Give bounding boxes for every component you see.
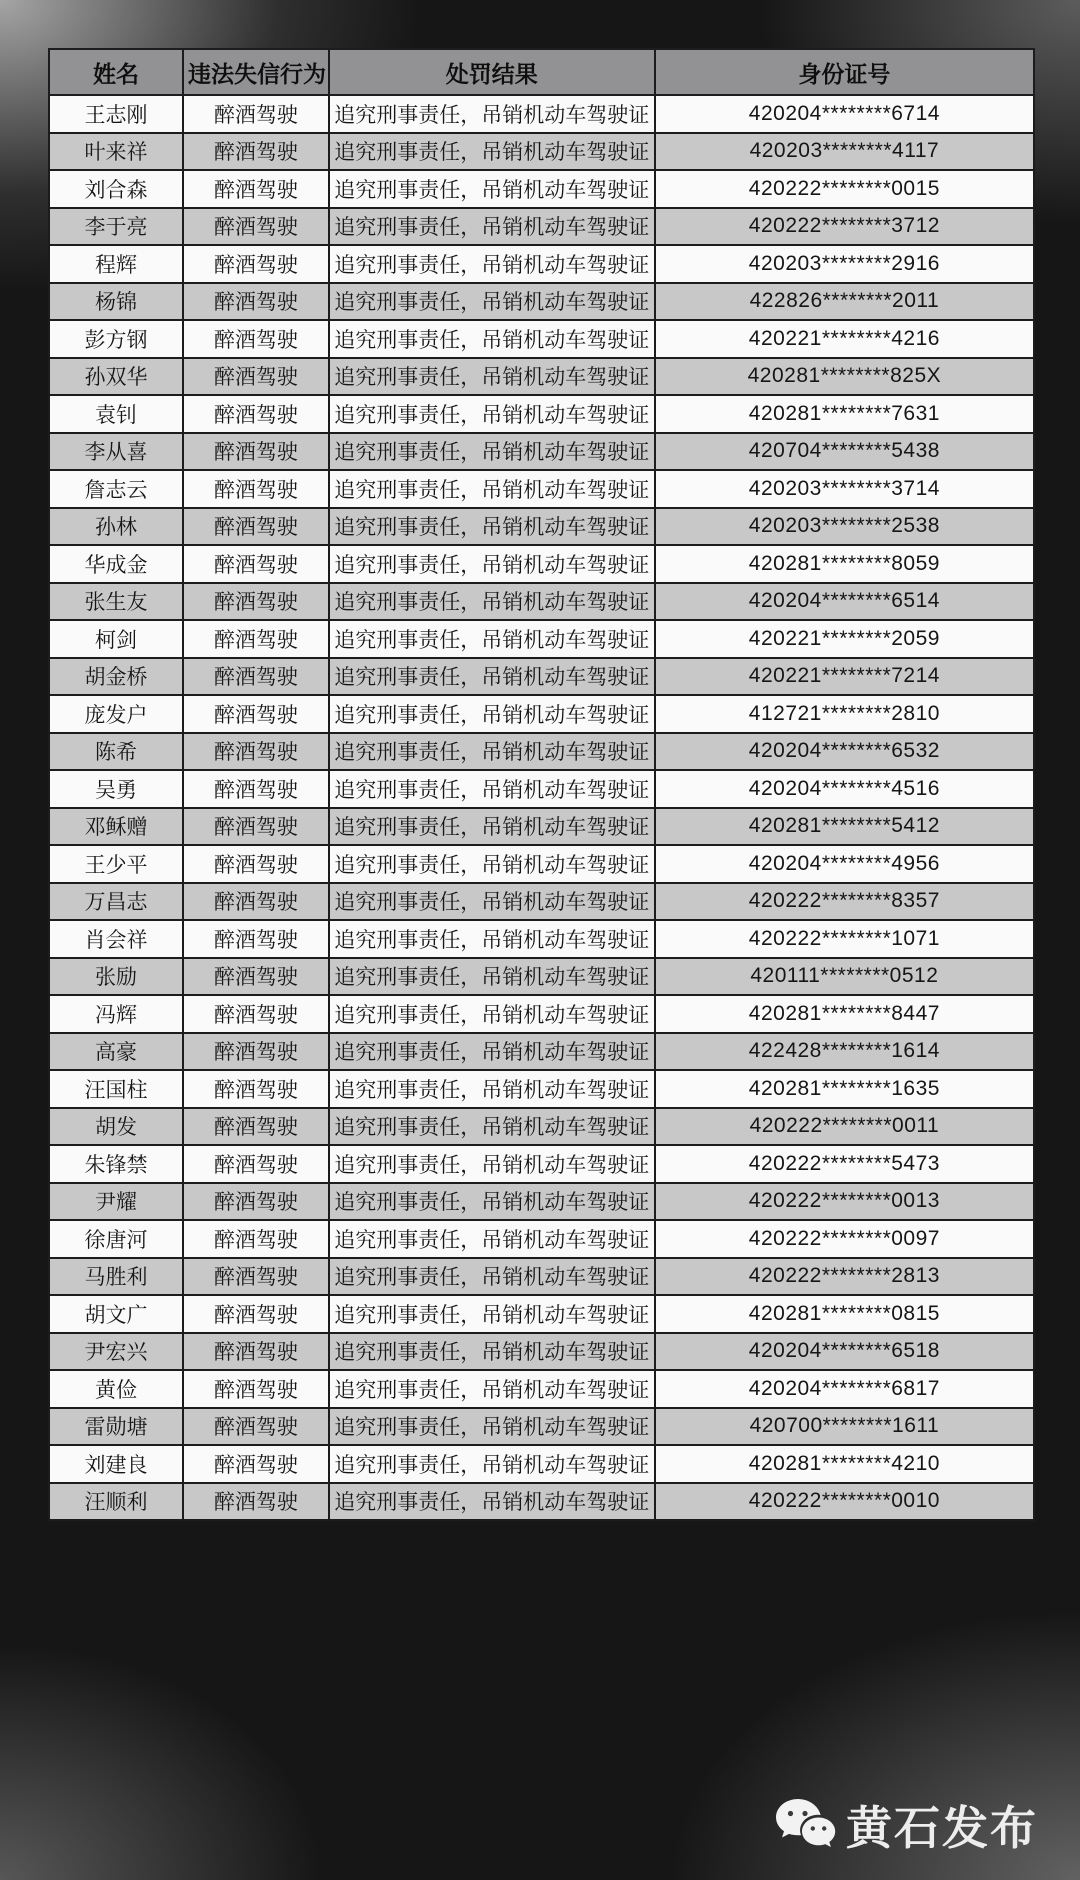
cell-id-number: 420281********825X bbox=[655, 358, 1034, 396]
cell-punishment: 追究刑事责任，吊销机动车驾驶证 bbox=[329, 545, 655, 583]
cell-punishment: 追究刑事责任，吊销机动车驾驶证 bbox=[329, 1258, 655, 1296]
table-row bbox=[49, 208, 1034, 246]
table-row bbox=[49, 283, 1034, 321]
cell-name: 王志刚 bbox=[49, 95, 183, 133]
table-row bbox=[49, 1370, 1034, 1408]
cell-name: 胡文广 bbox=[49, 1295, 183, 1333]
table-row bbox=[49, 1333, 1034, 1371]
cell-name: 肖会祥 bbox=[49, 920, 183, 958]
cell-id-number: 420221********7214 bbox=[655, 658, 1034, 696]
table-row bbox=[49, 1295, 1034, 1333]
cell-name: 雷勋塘 bbox=[49, 1408, 183, 1446]
table-row bbox=[49, 920, 1034, 958]
cell-behavior: 醉酒驾驶 bbox=[183, 808, 329, 846]
cell-name: 华成金 bbox=[49, 545, 183, 583]
cell-punishment: 追究刑事责任，吊销机动车驾驶证 bbox=[329, 208, 655, 246]
cell-behavior: 醉酒驾驶 bbox=[183, 658, 329, 696]
cell-punishment: 追究刑事责任，吊销机动车驾驶证 bbox=[329, 1408, 655, 1446]
table-row bbox=[49, 170, 1034, 208]
cell-behavior: 醉酒驾驶 bbox=[183, 1183, 329, 1221]
cell-behavior: 醉酒驾驶 bbox=[183, 1108, 329, 1146]
table-row bbox=[49, 583, 1034, 621]
table-row bbox=[49, 1033, 1034, 1071]
cell-id-number: 420204********6514 bbox=[655, 583, 1034, 621]
cell-id-number: 420203********4117 bbox=[655, 133, 1034, 171]
table-row bbox=[49, 433, 1034, 471]
cell-name: 李于亮 bbox=[49, 208, 183, 246]
header-name: 姓名 bbox=[49, 49, 183, 95]
cell-id-number: 420204********6817 bbox=[655, 1370, 1034, 1408]
cell-id-number: 420221********4216 bbox=[655, 320, 1034, 358]
cell-behavior: 醉酒驾驶 bbox=[183, 1333, 329, 1371]
header-punishment: 处罚结果 bbox=[329, 49, 655, 95]
wechat-icon bbox=[774, 1797, 836, 1853]
cell-behavior: 醉酒驾驶 bbox=[183, 1445, 329, 1483]
cell-behavior: 醉酒驾驶 bbox=[183, 95, 329, 133]
cell-punishment: 追究刑事责任，吊销机动车驾驶证 bbox=[329, 245, 655, 283]
cell-punishment: 追究刑事责任，吊销机动车驾驶证 bbox=[329, 620, 655, 658]
cell-punishment: 追究刑事责任，吊销机动车驾驶证 bbox=[329, 770, 655, 808]
table-row bbox=[49, 1408, 1034, 1446]
cell-id-number: 420222********3712 bbox=[655, 208, 1034, 246]
cell-id-number: 420204********4516 bbox=[655, 770, 1034, 808]
cell-name: 邓稣赠 bbox=[49, 808, 183, 846]
watermark-label: 黄石发布 bbox=[846, 1802, 1038, 1854]
table-row bbox=[49, 995, 1034, 1033]
cell-name: 胡发 bbox=[49, 1108, 183, 1146]
cell-behavior: 醉酒驾驶 bbox=[183, 470, 329, 508]
cell-behavior: 醉酒驾驶 bbox=[183, 883, 329, 921]
cell-name: 王少平 bbox=[49, 845, 183, 883]
cell-behavior: 醉酒驾驶 bbox=[183, 1258, 329, 1296]
table-row bbox=[49, 1220, 1034, 1258]
punishment-table bbox=[48, 48, 1035, 1521]
cell-id-number: 412721********2810 bbox=[655, 695, 1034, 733]
cell-id-number: 420281********0815 bbox=[655, 1295, 1034, 1333]
cell-punishment: 追究刑事责任，吊销机动车驾驶证 bbox=[329, 1295, 655, 1333]
cell-punishment: 追究刑事责任，吊销机动车驾驶证 bbox=[329, 1183, 655, 1221]
table-row bbox=[49, 395, 1034, 433]
cell-name: 詹志云 bbox=[49, 470, 183, 508]
cell-punishment: 追究刑事责任，吊销机动车驾驶证 bbox=[329, 320, 655, 358]
cell-name: 李从喜 bbox=[49, 433, 183, 471]
cell-id-number: 420704********5438 bbox=[655, 433, 1034, 471]
cell-name: 张励 bbox=[49, 958, 183, 996]
cell-id-number: 420204********6518 bbox=[655, 1333, 1034, 1371]
table-row bbox=[49, 658, 1034, 696]
cell-punishment: 追究刑事责任，吊销机动车驾驶证 bbox=[329, 883, 655, 921]
cell-name: 柯剑 bbox=[49, 620, 183, 658]
cell-behavior: 醉酒驾驶 bbox=[183, 508, 329, 546]
cell-behavior: 醉酒驾驶 bbox=[183, 1070, 329, 1108]
cell-punishment: 追究刑事责任，吊销机动车驾驶证 bbox=[329, 95, 655, 133]
cell-punishment: 追究刑事责任，吊销机动车驾驶证 bbox=[329, 658, 655, 696]
cell-id-number: 420111********0512 bbox=[655, 958, 1034, 996]
table-row bbox=[49, 620, 1034, 658]
cell-id-number: 420222********0010 bbox=[655, 1483, 1034, 1521]
table-row bbox=[49, 695, 1034, 733]
table-row bbox=[49, 133, 1034, 171]
cell-behavior: 醉酒驾驶 bbox=[183, 620, 329, 658]
cell-id-number: 420204********6714 bbox=[655, 95, 1034, 133]
cell-behavior: 醉酒驾驶 bbox=[183, 1145, 329, 1183]
table-row bbox=[49, 245, 1034, 283]
cell-id-number: 420222********0097 bbox=[655, 1220, 1034, 1258]
cell-name: 汪顺利 bbox=[49, 1483, 183, 1521]
cell-name: 程辉 bbox=[49, 245, 183, 283]
table-row bbox=[49, 770, 1034, 808]
table-row bbox=[49, 95, 1034, 133]
cell-punishment: 追究刑事责任，吊销机动车驾驶证 bbox=[329, 433, 655, 471]
table-row bbox=[49, 1445, 1034, 1483]
cell-name: 陈希 bbox=[49, 733, 183, 771]
cell-id-number: 420281********7631 bbox=[655, 395, 1034, 433]
cell-id-number: 420222********1071 bbox=[655, 920, 1034, 958]
cell-behavior: 醉酒驾驶 bbox=[183, 845, 329, 883]
cell-id-number: 420203********2916 bbox=[655, 245, 1034, 283]
cell-name: 刘建良 bbox=[49, 1445, 183, 1483]
cell-name: 刘合森 bbox=[49, 170, 183, 208]
table-row bbox=[49, 1483, 1034, 1521]
table-body bbox=[49, 95, 1034, 1520]
cell-name: 杨锦 bbox=[49, 283, 183, 321]
cell-punishment: 追究刑事责任，吊销机动车驾驶证 bbox=[329, 995, 655, 1033]
cell-name: 黄俭 bbox=[49, 1370, 183, 1408]
table-row bbox=[49, 1070, 1034, 1108]
header-behavior: 违法失信行为 bbox=[183, 49, 329, 95]
cell-name: 朱锋禁 bbox=[49, 1145, 183, 1183]
cell-punishment: 追究刑事责任，吊销机动车驾驶证 bbox=[329, 733, 655, 771]
cell-behavior: 醉酒驾驶 bbox=[183, 1370, 329, 1408]
cell-behavior: 醉酒驾驶 bbox=[183, 358, 329, 396]
cell-punishment: 追究刑事责任，吊销机动车驾驶证 bbox=[329, 845, 655, 883]
cell-id-number: 420222********2813 bbox=[655, 1258, 1034, 1296]
cell-punishment: 追究刑事责任，吊销机动车驾驶证 bbox=[329, 695, 655, 733]
cell-behavior: 醉酒驾驶 bbox=[183, 208, 329, 246]
cell-punishment: 追究刑事责任，吊销机动车驾驶证 bbox=[329, 508, 655, 546]
cell-behavior: 醉酒驾驶 bbox=[183, 133, 329, 171]
cell-punishment: 追究刑事责任，吊销机动车驾驶证 bbox=[329, 1483, 655, 1521]
cell-behavior: 醉酒驾驶 bbox=[183, 958, 329, 996]
cell-behavior: 醉酒驾驶 bbox=[183, 1033, 329, 1071]
cell-behavior: 醉酒驾驶 bbox=[183, 320, 329, 358]
cell-name: 张生友 bbox=[49, 583, 183, 621]
cell-id-number: 420222********0011 bbox=[655, 1108, 1034, 1146]
cell-name: 高豪 bbox=[49, 1033, 183, 1071]
cell-punishment: 追究刑事责任，吊销机动车驾驶证 bbox=[329, 1033, 655, 1071]
cell-behavior: 醉酒驾驶 bbox=[183, 995, 329, 1033]
cell-id-number: 420222********0013 bbox=[655, 1183, 1034, 1221]
cell-punishment: 追究刑事责任，吊销机动车驾驶证 bbox=[329, 958, 655, 996]
watermark bbox=[774, 1792, 1038, 1858]
cell-punishment: 追究刑事责任，吊销机动车驾驶证 bbox=[329, 1333, 655, 1371]
cell-name: 胡金桥 bbox=[49, 658, 183, 696]
cell-punishment: 追究刑事责任，吊销机动车驾驶证 bbox=[329, 583, 655, 621]
cell-behavior: 醉酒驾驶 bbox=[183, 1220, 329, 1258]
cell-punishment: 追究刑事责任，吊销机动车驾驶证 bbox=[329, 808, 655, 846]
cell-id-number: 420281********1635 bbox=[655, 1070, 1034, 1108]
cell-behavior: 醉酒驾驶 bbox=[183, 583, 329, 621]
cell-behavior: 醉酒驾驶 bbox=[183, 1483, 329, 1521]
cell-behavior: 醉酒驾驶 bbox=[183, 245, 329, 283]
cell-name: 万昌志 bbox=[49, 883, 183, 921]
cell-id-number: 422826********2011 bbox=[655, 283, 1034, 321]
cell-punishment: 追究刑事责任，吊销机动车驾驶证 bbox=[329, 1145, 655, 1183]
cell-punishment: 追究刑事责任，吊销机动车驾驶证 bbox=[329, 1370, 655, 1408]
cell-id-number: 420222********0015 bbox=[655, 170, 1034, 208]
table-row bbox=[49, 358, 1034, 396]
cell-id-number: 422428********1614 bbox=[655, 1033, 1034, 1071]
cell-punishment: 追究刑事责任，吊销机动车驾驶证 bbox=[329, 1108, 655, 1146]
cell-behavior: 醉酒驾驶 bbox=[183, 395, 329, 433]
cell-behavior: 醉酒驾驶 bbox=[183, 283, 329, 321]
cell-behavior: 醉酒驾驶 bbox=[183, 770, 329, 808]
cell-id-number: 420281********5412 bbox=[655, 808, 1034, 846]
cell-id-number: 420281********4210 bbox=[655, 1445, 1034, 1483]
cell-behavior: 醉酒驾驶 bbox=[183, 920, 329, 958]
table-row bbox=[49, 545, 1034, 583]
table-row bbox=[49, 1145, 1034, 1183]
table-row bbox=[49, 1258, 1034, 1296]
cell-name: 叶来祥 bbox=[49, 133, 183, 171]
cell-name: 冯辉 bbox=[49, 995, 183, 1033]
cell-behavior: 醉酒驾驶 bbox=[183, 1408, 329, 1446]
cell-id-number: 420281********8059 bbox=[655, 545, 1034, 583]
cell-punishment: 追究刑事责任，吊销机动车驾驶证 bbox=[329, 395, 655, 433]
cell-name: 马胜利 bbox=[49, 1258, 183, 1296]
table-header bbox=[49, 49, 1034, 95]
table-row bbox=[49, 1108, 1034, 1146]
cell-name: 徐唐河 bbox=[49, 1220, 183, 1258]
table-row bbox=[49, 733, 1034, 771]
punishment-table-wrap bbox=[48, 48, 1035, 1521]
cell-punishment: 追究刑事责任，吊销机动车驾驶证 bbox=[329, 1220, 655, 1258]
header-id-number: 身份证号 bbox=[655, 49, 1034, 95]
cell-name: 尹耀 bbox=[49, 1183, 183, 1221]
cell-id-number: 420221********2059 bbox=[655, 620, 1034, 658]
cell-punishment: 追究刑事责任，吊销机动车驾驶证 bbox=[329, 133, 655, 171]
cell-id-number: 420700********1611 bbox=[655, 1408, 1034, 1446]
cell-name: 孙双华 bbox=[49, 358, 183, 396]
cell-id-number: 420222********8357 bbox=[655, 883, 1034, 921]
cell-id-number: 420203********2538 bbox=[655, 508, 1034, 546]
cell-id-number: 420203********3714 bbox=[655, 470, 1034, 508]
cell-behavior: 醉酒驾驶 bbox=[183, 733, 329, 771]
cell-punishment: 追究刑事责任，吊销机动车驾驶证 bbox=[329, 358, 655, 396]
cell-punishment: 追究刑事责任，吊销机动车驾驶证 bbox=[329, 470, 655, 508]
cell-name: 袁钊 bbox=[49, 395, 183, 433]
table-row bbox=[49, 508, 1034, 546]
cell-punishment: 追究刑事责任，吊销机动车驾驶证 bbox=[329, 170, 655, 208]
table-row bbox=[49, 1183, 1034, 1221]
cell-punishment: 追究刑事责任，吊销机动车驾驶证 bbox=[329, 283, 655, 321]
table-row bbox=[49, 320, 1034, 358]
table-row bbox=[49, 958, 1034, 996]
cell-id-number: 420281********8447 bbox=[655, 995, 1034, 1033]
cell-behavior: 醉酒驾驶 bbox=[183, 545, 329, 583]
cell-punishment: 追究刑事责任，吊销机动车驾驶证 bbox=[329, 920, 655, 958]
cell-behavior: 醉酒驾驶 bbox=[183, 170, 329, 208]
cell-name: 汪国柱 bbox=[49, 1070, 183, 1108]
table-row bbox=[49, 845, 1034, 883]
cell-name: 孙林 bbox=[49, 508, 183, 546]
cell-name: 庞发户 bbox=[49, 695, 183, 733]
cell-punishment: 追究刑事责任，吊销机动车驾驶证 bbox=[329, 1070, 655, 1108]
table-row bbox=[49, 883, 1034, 921]
cell-behavior: 醉酒驾驶 bbox=[183, 433, 329, 471]
cell-behavior: 醉酒驾驶 bbox=[183, 1295, 329, 1333]
table-row bbox=[49, 470, 1034, 508]
cell-id-number: 420204********4956 bbox=[655, 845, 1034, 883]
cell-name: 尹宏兴 bbox=[49, 1333, 183, 1371]
cell-id-number: 420222********5473 bbox=[655, 1145, 1034, 1183]
cell-name: 彭方钢 bbox=[49, 320, 183, 358]
cell-behavior: 醉酒驾驶 bbox=[183, 695, 329, 733]
cell-punishment: 追究刑事责任，吊销机动车驾驶证 bbox=[329, 1445, 655, 1483]
cell-id-number: 420204********6532 bbox=[655, 733, 1034, 771]
cell-name: 吴勇 bbox=[49, 770, 183, 808]
table-row bbox=[49, 808, 1034, 846]
